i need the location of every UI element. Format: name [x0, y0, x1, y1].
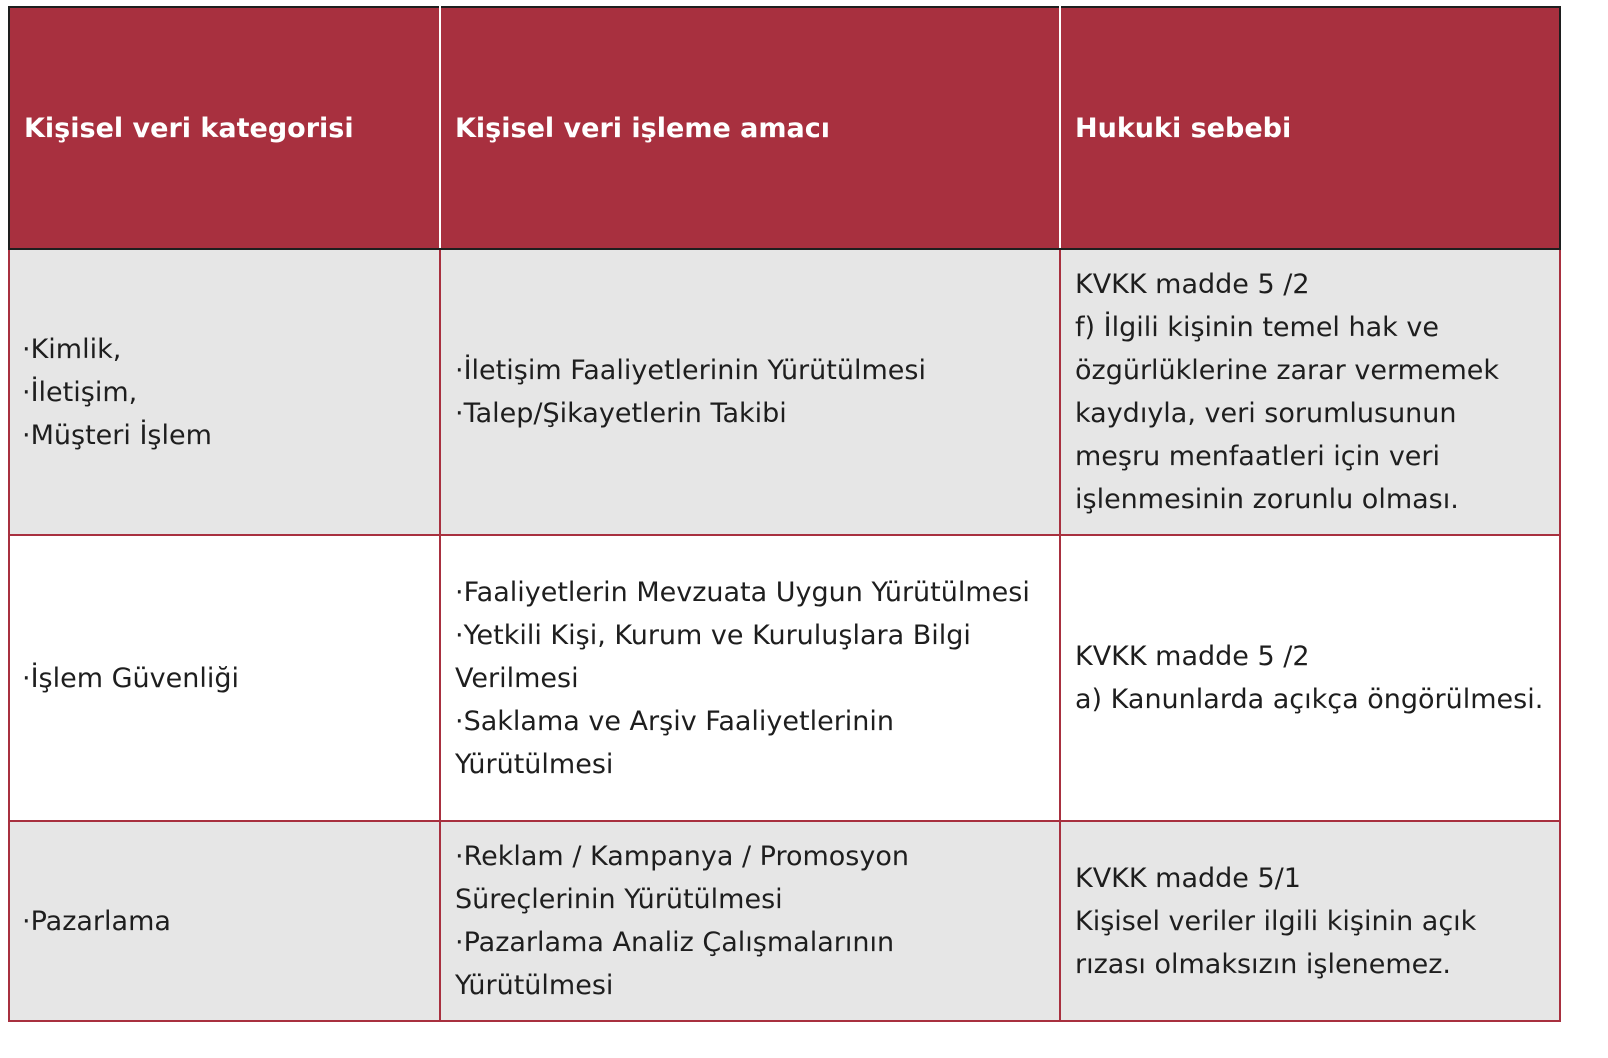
- purpose-item: · Talep/Şikayetlerin Takibi: [455, 392, 1045, 435]
- legal-basis-cell: [1060, 249, 1560, 535]
- category-cell: [9, 535, 440, 821]
- table-row: [9, 249, 1560, 535]
- category-item: · Pazarlama: [22, 900, 425, 943]
- category-item: · İletişim,: [22, 371, 425, 414]
- purpose-cell: [440, 535, 1060, 821]
- legal-basis-cell: [1060, 821, 1560, 1021]
- table-row: [9, 535, 1560, 821]
- header-category: Kişisel veri kategorisi: [9, 7, 440, 249]
- header-legal-basis: Hukuki sebebi: [1060, 7, 1560, 249]
- legal-basis-cell: [1060, 535, 1560, 821]
- purpose-item: · Pazarlama Analiz Çalışmalarının Yürütülmesi: [455, 921, 1045, 1007]
- legal-article: KVKK madde 5 /2: [1075, 269, 1310, 300]
- legal-text: Kişisel veriler ilgili kişinin açık rızası olmaksızın işlenemez.: [1075, 905, 1477, 980]
- legal-article: KVKK madde 5 /2: [1075, 641, 1310, 672]
- table-header-row: [9, 7, 1560, 249]
- purpose-cell: [440, 821, 1060, 1021]
- purpose-item: · Yetkili Kişi, Kurum ve Kuruluşlara Bilgi Verilmesi: [455, 614, 1045, 700]
- header-purpose: Kişisel veri işleme amacı: [440, 7, 1060, 249]
- category-cell: [9, 249, 440, 535]
- legal-article: KVKK madde 5/1: [1075, 862, 1301, 894]
- purpose-item: · Saklama ve Arşiv Faaliyetlerinin Yürütülmesi: [455, 700, 1045, 786]
- category-cell: [9, 821, 440, 1021]
- kvkk-table: [8, 6, 1561, 1022]
- purpose-item: · Faaliyetlerin Mevzuata Uygun Yürütülmesi: [455, 571, 1045, 614]
- purpose-item: · Reklam / Kampanya / Promosyon Süreçlerinin Yürütülmesi: [455, 835, 1045, 921]
- category-item: · Kimlik,: [22, 328, 425, 371]
- legal-text: f) İlgili kişinin temel hak ve özgürlüklerine zarar vermemek kaydıyla, veri sorumlusunun meşru menfaatleri için veri işlenmesinin zorunlu olması.: [1075, 312, 1500, 515]
- table-row: [9, 821, 1560, 1021]
- category-item: · İşlem Güvenliği: [22, 657, 425, 700]
- legal-text: a) Kanunlarda açıkça öngörülmesi.: [1075, 684, 1544, 715]
- category-item: · Müşteri İşlem: [22, 414, 425, 457]
- purpose-cell: [440, 249, 1060, 535]
- purpose-item: · İletişim Faaliyetlerinin Yürütülmesi: [455, 349, 1045, 392]
